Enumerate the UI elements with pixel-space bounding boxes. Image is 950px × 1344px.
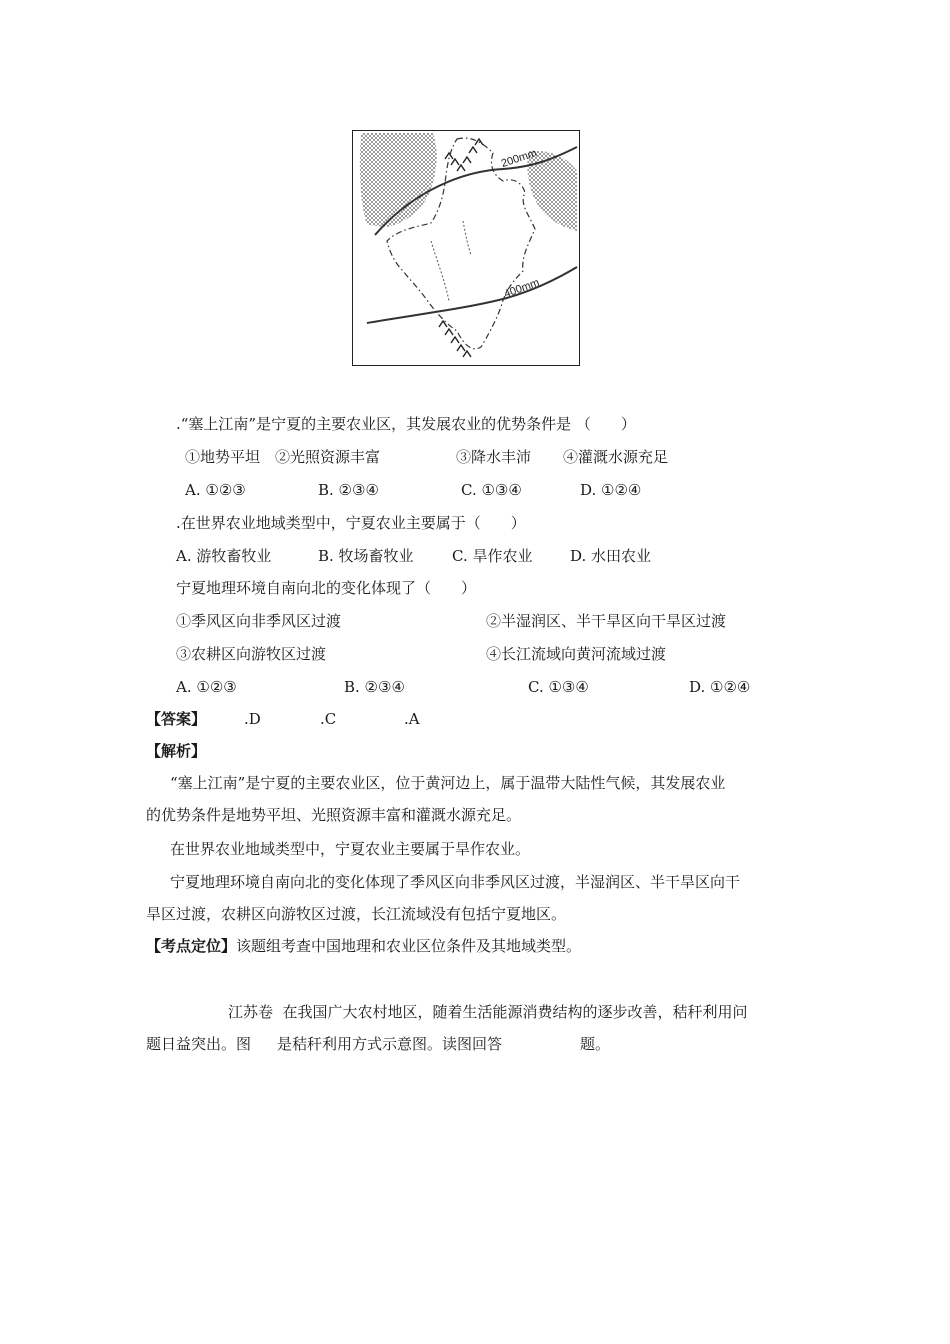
q2-option-a: A. 游牧畜牧业 xyxy=(176,547,272,565)
label-200mm: 200mm xyxy=(499,147,539,170)
next-intro-line2c: 题。 xyxy=(580,1035,611,1053)
internal-boundary-2 xyxy=(463,221,471,255)
analysis-p1-line1: “塞上江南”是宁夏的主要农业区，位于黄河边上，属于温带大陆性气候，其发展农业 xyxy=(170,774,726,792)
q3-option-d: D. ①②④ xyxy=(689,678,751,696)
q3-option-b: B. ②③④ xyxy=(344,678,405,696)
analysis-label: 【解析】 xyxy=(146,742,207,760)
analysis-p3-line1: 宁夏地理环境自南向北的变化体现了季风区向非季风区过渡，半湿润区、半干旱区向干 xyxy=(170,873,741,891)
q3-item-3: ③农耕区向游牧区过渡 xyxy=(176,645,327,663)
q2-option-b: B. 牧场畜牧业 xyxy=(318,547,414,565)
q3-item-2: ②半湿润区、半干旱区向干旱区过渡 xyxy=(486,612,727,630)
q1-item-1: ①地势平坦 xyxy=(185,448,261,466)
mountain-range-south xyxy=(439,321,471,357)
kaodian-label: 【考点定位】 xyxy=(146,937,237,955)
next-intro-line2b: 是秸秆利用方式示意图。读图回答 xyxy=(277,1035,503,1053)
q3-option-a: A. ①②③ xyxy=(176,678,237,696)
q2-option-d: D. 水田农业 xyxy=(570,547,652,565)
q2-stem: .在世界农业地域类型中，宁夏农业主要属于（ ） xyxy=(176,514,526,532)
isohyet-400mm xyxy=(367,267,577,323)
q2-option-c: C. 旱作农业 xyxy=(452,547,533,565)
answer-1: .D xyxy=(244,710,261,728)
analysis-p1-line2: 的优势条件是地势平坦、光照资源丰富和灌溉水源充足。 xyxy=(146,806,522,824)
q1-option-a: A. ①②③ xyxy=(185,481,246,499)
q3-item-4: ④长江流域向黄河流域过渡 xyxy=(486,645,667,663)
analysis-p3-line2: 旱区过渡，农耕区向游牧区过渡，长江流域没有包括宁夏地区。 xyxy=(146,905,567,923)
answer-3: .A xyxy=(404,710,420,728)
q3-item-1: ①季风区向非季风区过渡 xyxy=(176,612,342,630)
q1-stem: .“塞上江南”是宁夏的主要农业区，其发展农业的优势条件是 （ ） xyxy=(176,415,636,433)
next-intro-line1: 江苏卷 在我国广大农村地区，随着生活能源消费结构的逐步改善，秸秆利用问 xyxy=(228,1003,748,1021)
q1-item-4: ④灌溉水源充足 xyxy=(563,448,669,466)
mountain-range-north xyxy=(445,139,483,171)
ningxia-map-figure xyxy=(352,130,580,366)
answer-2: .C xyxy=(320,710,337,728)
q1-option-c: C. ①③④ xyxy=(461,481,522,499)
kaodian-text: 该题组考查中国地理和农业区位条件及其地域类型。 xyxy=(236,937,582,955)
label-400mm: 400mm xyxy=(502,276,542,301)
map-drawing xyxy=(353,131,579,365)
kaodian-line xyxy=(146,936,581,956)
analysis-p2: 在世界农业地域类型中，宁夏农业主要属于旱作农业。 xyxy=(170,840,531,858)
q1-option-b: B. ②③④ xyxy=(318,481,379,499)
q1-option-d: D. ①②④ xyxy=(580,481,642,499)
answer-label: 【答案】 xyxy=(146,710,207,728)
q3-option-c: C. ①③④ xyxy=(528,678,589,696)
q1-item-2: ②光照资源丰富 xyxy=(275,448,381,466)
internal-boundary xyxy=(431,241,449,301)
next-intro-line2a: 题日益突出。图 xyxy=(146,1035,252,1053)
desert-area-east xyxy=(527,151,577,231)
q1-item-3: ③降水丰沛 xyxy=(456,448,532,466)
q3-stem: 宁夏地理环境自南向北的变化体现了（ ） xyxy=(176,579,477,597)
